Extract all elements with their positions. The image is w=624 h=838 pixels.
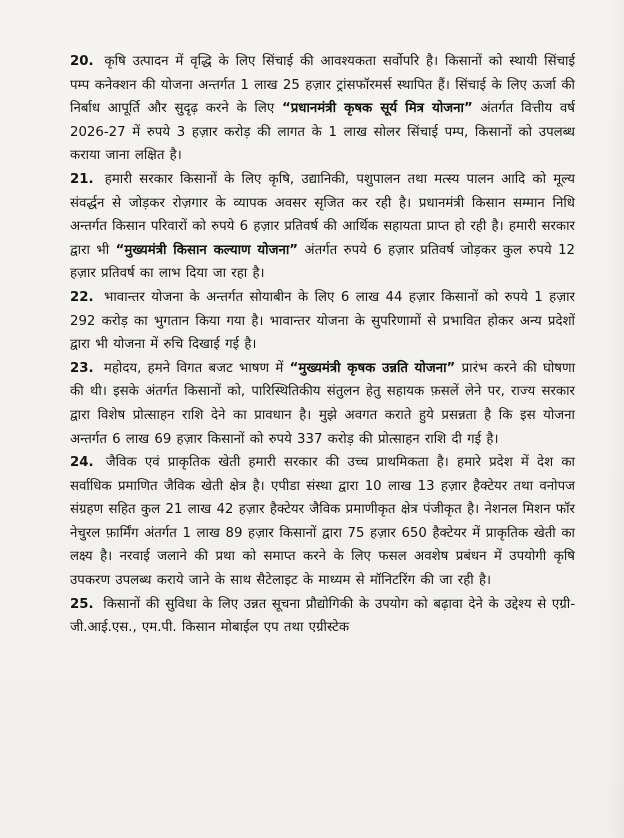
paragraph-text: अंतर्गत वित्तीय वर्ष 2026-27 में रुपये 3 हज़ार करोड़ की लागत के 1 लाख सोलर सिंचाई पम्प, किसानों को उपलब्ध कराया जाना लक्षित है।: [70, 101, 575, 164]
paragraph-text: अंतर्गत रुपये 6 हज़ार प्रतिवर्ष जोड़कर कुल रुपये 12 हज़ार प्रतिवर्ष का लाभ दिया जा रहा है।: [70, 242, 576, 282]
paragraph-22: [70, 286, 575, 357]
paragraph-25: [70, 593, 575, 640]
paragraph-23: [70, 357, 575, 451]
paragraph-text: किसानों की सुविधा के लिए उन्नत सूचना प्रौद्योगिकी के उपयोग को बढ़ावा देने के उद्देश्य से एग्री-जी.आई.एस., एम.पी. किसान मोबाईल एप तथा एग्रीस्टेक: [70, 596, 575, 636]
paragraph-text: महोदय, हमने विगत बजट भाषण में: [103, 360, 290, 376]
page-edge-shadow: [606, 0, 624, 838]
paragraph-text: भावान्तर योजना के अन्तर्गत सोयाबीन के लिए 6 लाख 44 हज़ार किसानों को रुपये 1 हज़ार 292 करोड़ का भुगतान किया गया है। भावान्तर योजना के सुपरिणामों से प्रभावित होकर अन्य प्रदेशों द्वारा भी योजना में रुचि दिखाई गई है।: [70, 289, 575, 353]
document-body: [70, 50, 575, 640]
paragraph-number: 25.: [70, 596, 94, 612]
paragraph-number: 23.: [70, 360, 94, 376]
paragraph-text: जैविक एवं प्राकृतिक खेती हमारी सरकार की उच्च प्राथमिकता है। हमारे प्रदेश में देश का सर्वाधिक प्रमाणित जैविक खेती क्षेत्र है। एपीडा संस्था द्वारा 10 लाख 13 हज़ार हैक्टेयर तथा वनोपज संग्रहण सहित कुल 21 लाख 42 हज़ार हैक्टेयर जैविक प्रमाणीकृत क्षेत्र पंजीकृत है। नेशनल मिशन फॉर नेचुरल फ़ार्मिंग अंतर्गत 1 लाख 89 हज़ार किसानों द्वारा 75 हज़ार 650 हैक्टेयर में प्राकृतिक खेती का लक्ष्य है। नरवाई जलाने की प्रथा को समाप्त करने के लिए फसल अवशेष प्रबंधन में उपयोगी कृषि उपकरण उपलब्ध कराये जाने के साथ सैटेलाइट के माध्यम से मॉनिटरिंग की जा रही है।: [70, 455, 575, 589]
paragraph-number: 20.: [70, 54, 94, 69]
paragraph-number: 21.: [70, 171, 94, 187]
paragraph-number: 24.: [70, 455, 94, 471]
scheme-name-pm-krishak-surya-mitra: “प्रधानमंत्री कृषक सूर्य मित्र योजना”: [281, 101, 473, 117]
paragraph-text: हमारी सरकार किसानों के लिए कृषि, उद्यानिकी, पशुपालन तथा मत्स्य पालन आदि को मूल्य संवर्द्धन से जोड़कर रोज़गार के व्यापक अवसर सृजित कर रही है। प्रधानमंत्री किसान सम्मान निधि अन्तर्गत किसान परिवारों को रुपये 6 हज़ार प्रतिवर्ष की आर्थिक सहायता प्राप्त हो रही है। हमारी सरकार द्वारा भी: [70, 171, 575, 258]
paragraph-20: [70, 50, 575, 168]
scheme-name-cm-krishak-unnati: “मुख्यमंत्री कृषक उन्नति योजना”: [289, 360, 456, 376]
paragraph-text: प्रारंभ करने की घोषणा की थी। इसके अंतर्गत किसानों को, पारिस्थितिकीय संतुलन हेतु सहायक फ़सलें लेने पर, राज्य सरकार द्वारा विशेष प्रोत्साहन राशि देने का प्रावधान है। मुझे अवगत कराते हुये प्रसन्नता है कि इस योजना अन्तर्गत 6 लाख 69 हज़ार किसानों को रुपये 337 करोड़ की प्रोत्साहन राशि दी गई है।: [70, 360, 576, 447]
paragraph-text: कृषि उत्पादन में वृद्धि के लिए सिंचाई की आवश्यकता सर्वोपरि है। किसानों को स्थायी सिंचाई पम्प कनेक्शन की योजना अन्तर्गत 1 लाख 25 हज़ार ट्रांसफॉरमर्स स्थापित हैं। सिंचाई के लिए ऊर्जा की निर्बाध आपूर्ति और सुदृढ़ करने के लिए: [70, 54, 575, 117]
scheme-name-cm-kisan-kalyan: “मुख्यमंत्री किसान कल्याण योजना”: [115, 242, 299, 258]
paragraph-21: [70, 168, 575, 286]
paragraph-number: 22.: [70, 289, 94, 305]
paragraph-24: [70, 451, 575, 593]
